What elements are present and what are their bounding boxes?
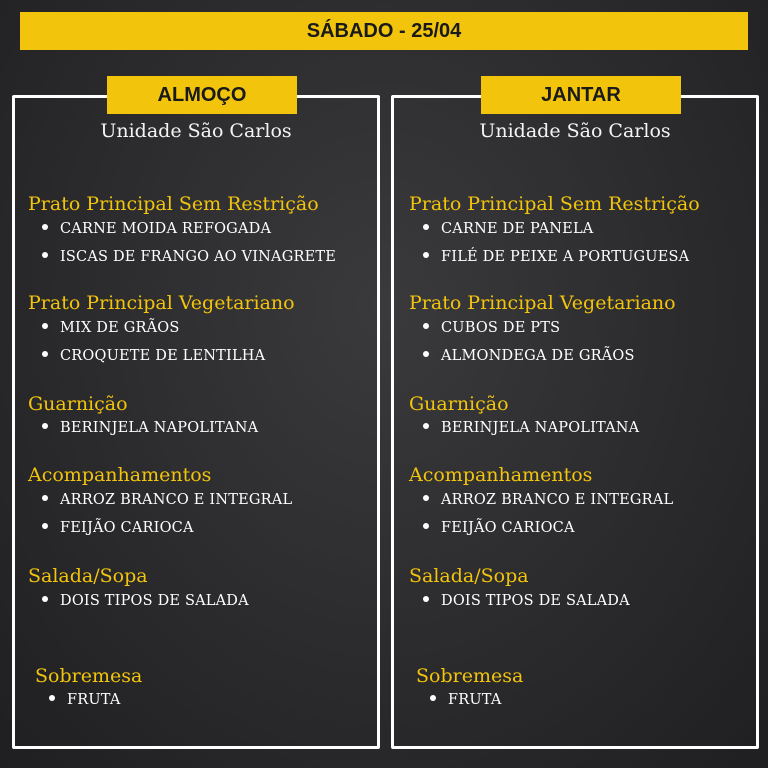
- menu-item: ISCAS DE FRANGO AO VINAGRETE: [42, 249, 336, 265]
- date-banner: [20, 12, 748, 50]
- bullet-icon: [423, 351, 429, 357]
- date-title: SÁBADO - 25/04: [306, 19, 462, 42]
- bullet-icon: [49, 695, 55, 701]
- menu-item: ARROZ BRANCO E INTEGRAL: [42, 492, 292, 508]
- menu-item: FEIJÃO CARIOCA: [42, 520, 194, 536]
- bullet-icon: [42, 252, 48, 258]
- dinner-label: JANTAR: [481, 76, 681, 114]
- bullet-icon: [42, 523, 48, 529]
- section-title: Sobremesa: [35, 665, 143, 687]
- menu-item: ALMONDEGA DE GRÃOS: [423, 348, 635, 364]
- lunch-label: ALMOÇO: [107, 76, 297, 114]
- bullet-icon: [430, 695, 436, 701]
- bullet-icon: [423, 252, 429, 258]
- section-title: Prato Principal Vegetariano: [409, 292, 676, 314]
- section-title: Acompanhamentos: [28, 464, 212, 486]
- section-title: Prato Principal Sem Restrição: [28, 193, 319, 215]
- menu-item: FILÉ DE PEIXE A PORTUGUESA: [423, 249, 689, 265]
- menu-item: CROQUETE DE LENTILHA: [42, 348, 265, 364]
- menu-item: BERINJELA NAPOLITANA: [423, 420, 639, 436]
- bullet-icon: [42, 323, 48, 329]
- bullet-icon: [42, 351, 48, 357]
- bullet-icon: [423, 523, 429, 529]
- menu-item: FRUTA: [49, 692, 121, 708]
- section-title: Salada/Sopa: [28, 565, 148, 587]
- bullet-icon: [42, 423, 48, 429]
- bullet-icon: [42, 495, 48, 501]
- menu-item: ARROZ BRANCO E INTEGRAL: [423, 492, 673, 508]
- menu-item: CARNE MOIDA REFOGADA: [42, 221, 271, 237]
- menu-item: FEIJÃO CARIOCA: [423, 520, 575, 536]
- menu-item: BERINJELA NAPOLITANA: [42, 420, 258, 436]
- menu-item: CUBOS DE PTS: [423, 320, 560, 336]
- section-title: Prato Principal Vegetariano: [28, 292, 295, 314]
- lunch-unit: Unidade São Carlos: [100, 120, 292, 142]
- section-title: Prato Principal Sem Restrição: [409, 193, 700, 215]
- bullet-icon: [423, 596, 429, 602]
- section-title: Salada/Sopa: [409, 565, 529, 587]
- menu-item: CARNE DE PANELA: [423, 221, 593, 237]
- bullet-icon: [423, 495, 429, 501]
- section-title: Sobremesa: [416, 665, 524, 687]
- menu-item: FRUTA: [430, 692, 502, 708]
- dinner-unit: Unidade São Carlos: [479, 120, 671, 142]
- bullet-icon: [423, 423, 429, 429]
- bullet-icon: [423, 224, 429, 230]
- bullet-icon: [42, 224, 48, 230]
- menu-item: DOIS TIPOS DE SALADA: [42, 593, 249, 609]
- menu-item: DOIS TIPOS DE SALADA: [423, 593, 630, 609]
- section-title: Guarnição: [409, 393, 509, 415]
- section-title: Guarnição: [28, 393, 128, 415]
- menu-item: MIX DE GRÃOS: [42, 320, 180, 336]
- bullet-icon: [42, 596, 48, 602]
- section-title: Acompanhamentos: [409, 464, 593, 486]
- bullet-icon: [423, 323, 429, 329]
